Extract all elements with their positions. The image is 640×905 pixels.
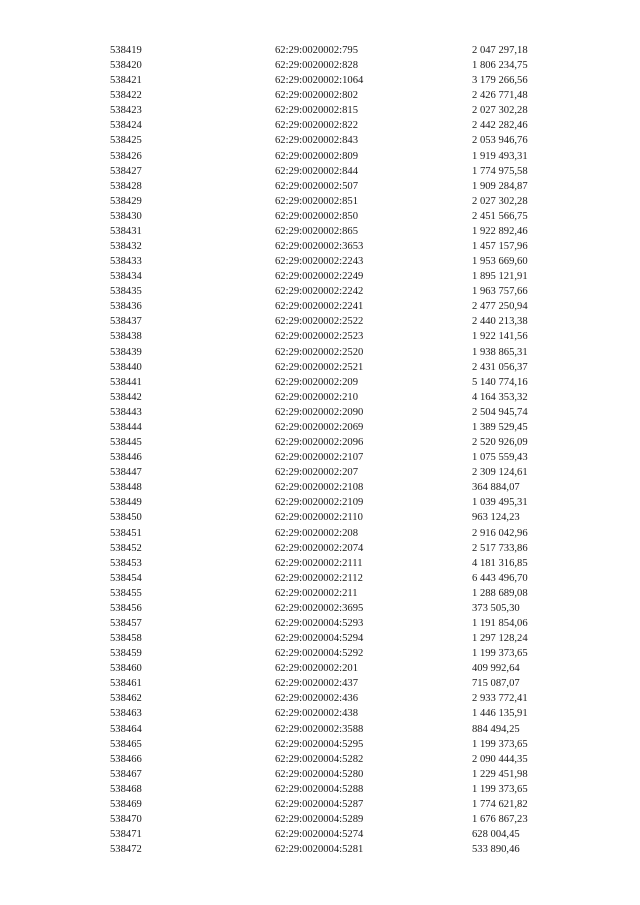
row-number-cell: 538431 xyxy=(110,225,142,237)
table-row xyxy=(110,616,550,631)
row-number-cell: 538468 xyxy=(110,783,142,795)
row-number-cell: 538463 xyxy=(110,708,142,720)
table-row xyxy=(110,375,550,390)
cadastral-value-cell: 1 938 865,31 xyxy=(472,346,528,358)
table-row xyxy=(110,510,550,525)
cadastral-value-cell: 6 443 496,70 xyxy=(472,572,528,584)
table-row xyxy=(110,691,550,706)
cadastral-number-cell: 62:29:0020002:802 xyxy=(275,90,358,102)
cadastral-value-cell: 5 140 774,16 xyxy=(472,376,528,388)
row-number-cell: 538453 xyxy=(110,557,142,569)
cadastral-value-cell: 533 890,46 xyxy=(472,844,520,856)
row-number-cell: 538445 xyxy=(110,437,142,449)
row-number-cell: 538462 xyxy=(110,693,142,705)
row-number-cell: 538455 xyxy=(110,587,142,599)
cadastral-number-cell: 62:29:0020002:507 xyxy=(275,180,358,192)
cadastral-number-cell: 62:29:0020002:828 xyxy=(275,60,358,72)
row-number-cell: 538450 xyxy=(110,512,142,524)
table-row xyxy=(110,827,550,842)
table-row xyxy=(110,88,550,103)
table-row xyxy=(110,465,550,480)
table-row xyxy=(110,299,550,314)
table-row xyxy=(110,133,550,148)
row-number-cell: 538454 xyxy=(110,572,142,584)
cadastral-number-cell: 62:29:0020002:851 xyxy=(275,195,358,207)
row-number-cell: 538464 xyxy=(110,723,142,735)
cadastral-number-cell: 62:29:0020004:5274 xyxy=(275,829,364,841)
table-row xyxy=(110,676,550,691)
cadastral-number-cell: 62:29:0020004:5289 xyxy=(275,813,364,825)
cadastral-value-cell: 3 179 266,56 xyxy=(472,75,528,87)
cadastral-number-cell: 62:29:0020002:850 xyxy=(275,210,358,222)
row-number-cell: 538419 xyxy=(110,45,142,56)
cadastral-value-cell: 373 505,30 xyxy=(472,602,520,614)
table-row xyxy=(110,345,550,360)
row-number-cell: 538439 xyxy=(110,346,142,358)
row-number-cell: 538444 xyxy=(110,421,142,433)
cadastral-number-cell: 62:29:0020002:208 xyxy=(275,527,358,539)
table-row xyxy=(110,480,550,495)
table-row xyxy=(110,209,550,224)
table-row xyxy=(110,149,550,164)
cadastral-number-cell: 62:29:0020002:2096 xyxy=(275,437,364,449)
table-row xyxy=(110,314,550,329)
cadastral-number-cell: 62:29:0020002:211 xyxy=(275,587,358,599)
cadastral-value-cell: 628 004,45 xyxy=(472,829,520,841)
cadastral-value-cell: 2 517 733,86 xyxy=(472,542,528,554)
cadastral-number-cell: 62:29:0020002:3653 xyxy=(275,241,364,253)
row-number-cell: 538452 xyxy=(110,542,142,554)
row-number-cell: 538421 xyxy=(110,75,142,87)
row-number-cell: 538449 xyxy=(110,497,142,509)
row-number-cell: 538461 xyxy=(110,678,142,690)
row-number-cell: 538469 xyxy=(110,798,142,810)
cadastral-number-cell: 62:29:0020004:5293 xyxy=(275,617,364,629)
cadastral-value-cell: 1 389 529,45 xyxy=(472,421,528,433)
cadastral-number-cell: 62:29:0020002:2109 xyxy=(275,497,364,509)
table-row xyxy=(110,239,550,254)
cadastral-number-cell: 62:29:0020002:201 xyxy=(275,663,358,675)
table-row xyxy=(110,194,550,209)
cadastral-number-cell: 62:29:0020002:844 xyxy=(275,165,358,177)
row-number-cell: 538422 xyxy=(110,90,142,102)
row-number-cell: 538424 xyxy=(110,120,142,132)
row-number-cell: 538446 xyxy=(110,452,142,464)
cadastral-number-cell: 62:29:0020002:822 xyxy=(275,120,358,132)
table-row xyxy=(110,58,550,73)
cadastral-number-cell: 62:29:0020004:5294 xyxy=(275,633,364,645)
cadastral-value-cell: 4 164 353,32 xyxy=(472,391,528,403)
cadastral-value-cell: 2 047 297,18 xyxy=(472,45,528,56)
cadastral-value-cell: 2 027 302,28 xyxy=(472,195,528,207)
cadastral-number-cell: 62:29:0020002:207 xyxy=(275,467,358,479)
row-number-cell: 538448 xyxy=(110,482,142,494)
row-number-cell: 538457 xyxy=(110,617,142,629)
table-row xyxy=(110,526,550,541)
cadastral-value-cell: 1 963 757,66 xyxy=(472,286,528,298)
table-row xyxy=(110,541,550,556)
table-row xyxy=(110,435,550,450)
cadastral-value-cell: 1 288 689,08 xyxy=(472,587,528,599)
table-row xyxy=(110,556,550,571)
table-row xyxy=(110,405,550,420)
cadastral-value-cell: 1 075 559,43 xyxy=(472,452,528,464)
cadastral-number-cell: 62:29:0020004:5280 xyxy=(275,768,364,780)
cadastral-value-cell: 884 494,25 xyxy=(472,723,520,735)
row-number-cell: 538434 xyxy=(110,271,142,283)
table-row xyxy=(110,812,550,827)
row-number-cell: 538443 xyxy=(110,406,142,418)
cadastral-number-cell: 62:29:0020002:2241 xyxy=(275,301,364,313)
cadastral-value-cell: 2 440 213,38 xyxy=(472,316,528,328)
table-row xyxy=(110,284,550,299)
cadastral-value-cell: 1 953 669,60 xyxy=(472,256,528,268)
row-number-cell: 538420 xyxy=(110,60,142,72)
table-row xyxy=(110,842,550,857)
cadastral-value-cell: 1 191 854,06 xyxy=(472,617,528,629)
row-number-cell: 538465 xyxy=(110,738,142,750)
cadastral-number-cell: 62:29:0020002:1064 xyxy=(275,75,364,87)
cadastral-value-cell: 1 919 493,31 xyxy=(472,150,528,162)
cadastral-number-cell: 62:29:0020004:5295 xyxy=(275,738,364,750)
table-row xyxy=(110,631,550,646)
table-row xyxy=(110,782,550,797)
row-number-cell: 538472 xyxy=(110,844,142,856)
cadastral-number-cell: 62:29:0020002:438 xyxy=(275,708,358,720)
table-row xyxy=(110,737,550,752)
cadastral-number-cell: 62:29:0020004:5287 xyxy=(275,798,364,810)
cadastral-value-cell: 1 909 284,87 xyxy=(472,180,528,192)
cadastral-number-cell: 62:29:0020002:210 xyxy=(275,391,358,403)
cadastral-value-cell: 1 895 121,91 xyxy=(472,271,528,283)
cadastral-value-cell: 1 297 128,24 xyxy=(472,633,528,645)
cadastral-number-cell: 62:29:0020002:209 xyxy=(275,376,358,388)
cadastral-value-cell: 409 992,64 xyxy=(472,663,520,675)
table-row xyxy=(110,390,550,405)
table-row xyxy=(110,601,550,616)
cadastral-value-cell: 2 053 946,76 xyxy=(472,135,528,147)
cadastral-number-cell: 62:29:0020002:437 xyxy=(275,678,358,690)
table-row xyxy=(110,269,550,284)
cadastral-number-cell: 62:29:0020002:2108 xyxy=(275,482,364,494)
cadastral-value-cell: 2 442 282,46 xyxy=(472,120,528,132)
cadastral-value-cell: 1 774 621,82 xyxy=(472,798,528,810)
cadastral-value-cell: 1 446 135,91 xyxy=(472,708,528,720)
row-number-cell: 538456 xyxy=(110,602,142,614)
cadastral-value-cell: 1 922 141,56 xyxy=(472,331,528,343)
cadastral-number-cell: 62:29:0020002:865 xyxy=(275,225,358,237)
table-row xyxy=(110,495,550,510)
row-number-cell: 538437 xyxy=(110,316,142,328)
row-number-cell: 538442 xyxy=(110,391,142,403)
row-number-cell: 538430 xyxy=(110,210,142,222)
table-row xyxy=(110,118,550,133)
cadastral-value-cell: 715 087,07 xyxy=(472,678,520,690)
table-row xyxy=(110,646,550,661)
cadastral-value-cell: 1 922 892,46 xyxy=(472,225,528,237)
row-number-cell: 538426 xyxy=(110,150,142,162)
row-number-cell: 538467 xyxy=(110,768,142,780)
cadastral-number-cell: 62:29:0020002:809 xyxy=(275,150,358,162)
cadastral-value-cell: 2 916 042,96 xyxy=(472,527,528,539)
cadastral-value-cell: 1 039 495,31 xyxy=(472,497,528,509)
row-number-cell: 538435 xyxy=(110,286,142,298)
cadastral-number-cell: 62:29:0020004:5288 xyxy=(275,783,364,795)
cadastral-value-cell: 2 451 566,75 xyxy=(472,210,528,222)
row-number-cell: 538466 xyxy=(110,753,142,765)
cadastral-number-cell: 62:29:0020002:2520 xyxy=(275,346,364,358)
cadastral-number-cell: 62:29:0020002:2522 xyxy=(275,316,364,328)
row-number-cell: 538451 xyxy=(110,527,142,539)
row-number-cell: 538428 xyxy=(110,180,142,192)
cadastral-value-cell: 1 676 867,23 xyxy=(472,813,528,825)
cadastral-number-cell: 62:29:0020002:2249 xyxy=(275,271,364,283)
cadastral-number-cell: 62:29:0020002:2107 xyxy=(275,452,364,464)
row-number-cell: 538423 xyxy=(110,105,142,117)
row-number-cell: 538427 xyxy=(110,165,142,177)
cadastral-value-cell: 1 199 373,65 xyxy=(472,783,528,795)
table-row xyxy=(110,420,550,435)
row-number-cell: 538432 xyxy=(110,241,142,253)
cadastral-number-cell: 62:29:0020002:843 xyxy=(275,135,358,147)
cadastral-number-cell: 62:29:0020002:2243 xyxy=(275,256,364,268)
cadastral-number-cell: 62:29:0020002:3695 xyxy=(275,602,364,614)
cadastral-value-cell: 4 181 316,85 xyxy=(472,557,528,569)
cadastral-value-cell: 2 309 124,61 xyxy=(472,467,528,479)
cadastral-value-cell: 1 229 451,98 xyxy=(472,768,528,780)
cadastral-value-cell: 2 431 056,37 xyxy=(472,361,528,373)
cadastral-value-cell: 2 520 926,09 xyxy=(472,437,528,449)
cadastral-number-cell: 62:29:0020002:2111 xyxy=(275,557,363,569)
cadastral-number-cell: 62:29:0020002:3588 xyxy=(275,723,364,735)
cadastral-number-cell: 62:29:0020004:5292 xyxy=(275,648,364,660)
row-number-cell: 538459 xyxy=(110,648,142,660)
cadastral-value-cell: 1 199 373,65 xyxy=(472,648,528,660)
table-row xyxy=(110,752,550,767)
table-row xyxy=(110,450,550,465)
cadastral-number-cell: 62:29:0020002:815 xyxy=(275,105,358,117)
table-row xyxy=(110,360,550,375)
row-number-cell: 538438 xyxy=(110,331,142,343)
cadastral-value-cell: 2 027 302,28 xyxy=(472,105,528,117)
cadastral-value-cell: 2 504 945,74 xyxy=(472,406,528,418)
cadastral-value-cell: 2 090 444,35 xyxy=(472,753,528,765)
cadastral-number-cell: 62:29:0020002:2110 xyxy=(275,512,363,524)
cadastral-value-table xyxy=(110,43,550,857)
table-row xyxy=(110,767,550,782)
row-number-cell: 538436 xyxy=(110,301,142,313)
row-number-cell: 538458 xyxy=(110,633,142,645)
cadastral-number-cell: 62:29:0020002:2523 xyxy=(275,331,364,343)
cadastral-value-cell: 1 774 975,58 xyxy=(472,165,528,177)
cadastral-value-cell: 364 884,07 xyxy=(472,482,520,494)
table-row xyxy=(110,661,550,676)
table-row xyxy=(110,586,550,601)
cadastral-number-cell: 62:29:0020002:2521 xyxy=(275,361,364,373)
row-number-cell: 538447 xyxy=(110,467,142,479)
table-row xyxy=(110,706,550,721)
table-row xyxy=(110,179,550,194)
table-row xyxy=(110,254,550,269)
row-number-cell: 538433 xyxy=(110,256,142,268)
table-row xyxy=(110,797,550,812)
table-row xyxy=(110,73,550,88)
cadastral-number-cell: 62:29:0020002:2069 xyxy=(275,421,364,433)
cadastral-number-cell: 62:29:0020002:2242 xyxy=(275,286,364,298)
row-number-cell: 538460 xyxy=(110,663,142,675)
row-number-cell: 538440 xyxy=(110,361,142,373)
cadastral-value-cell: 2 933 772,41 xyxy=(472,693,528,705)
cadastral-value-cell: 1 199 373,65 xyxy=(472,738,528,750)
cadastral-value-cell: 1 457 157,96 xyxy=(472,241,528,253)
cadastral-number-cell: 62:29:0020002:795 xyxy=(275,45,358,56)
table-row xyxy=(110,329,550,344)
row-number-cell: 538441 xyxy=(110,376,142,388)
cadastral-value-cell: 2 426 771,48 xyxy=(472,90,528,102)
table-row xyxy=(110,722,550,737)
table-row xyxy=(110,571,550,586)
cadastral-number-cell: 62:29:0020002:2112 xyxy=(275,572,363,584)
row-number-cell: 538429 xyxy=(110,195,142,207)
cadastral-value-cell: 963 124,23 xyxy=(472,512,520,524)
cadastral-number-cell: 62:29:0020002:436 xyxy=(275,693,358,705)
cadastral-value-cell: 2 477 250,94 xyxy=(472,301,528,313)
row-number-cell: 538470 xyxy=(110,813,142,825)
row-number-cell: 538471 xyxy=(110,829,142,841)
table-row xyxy=(110,224,550,239)
table-row xyxy=(110,103,550,118)
row-number-cell: 538425 xyxy=(110,135,142,147)
cadastral-number-cell: 62:29:0020002:2090 xyxy=(275,406,364,418)
cadastral-number-cell: 62:29:0020004:5281 xyxy=(275,844,364,856)
cadastral-number-cell: 62:29:0020004:5282 xyxy=(275,753,364,765)
table-row xyxy=(110,164,550,179)
table-row xyxy=(110,43,550,58)
cadastral-number-cell: 62:29:0020002:2074 xyxy=(275,542,364,554)
cadastral-value-cell: 1 806 234,75 xyxy=(472,60,528,72)
